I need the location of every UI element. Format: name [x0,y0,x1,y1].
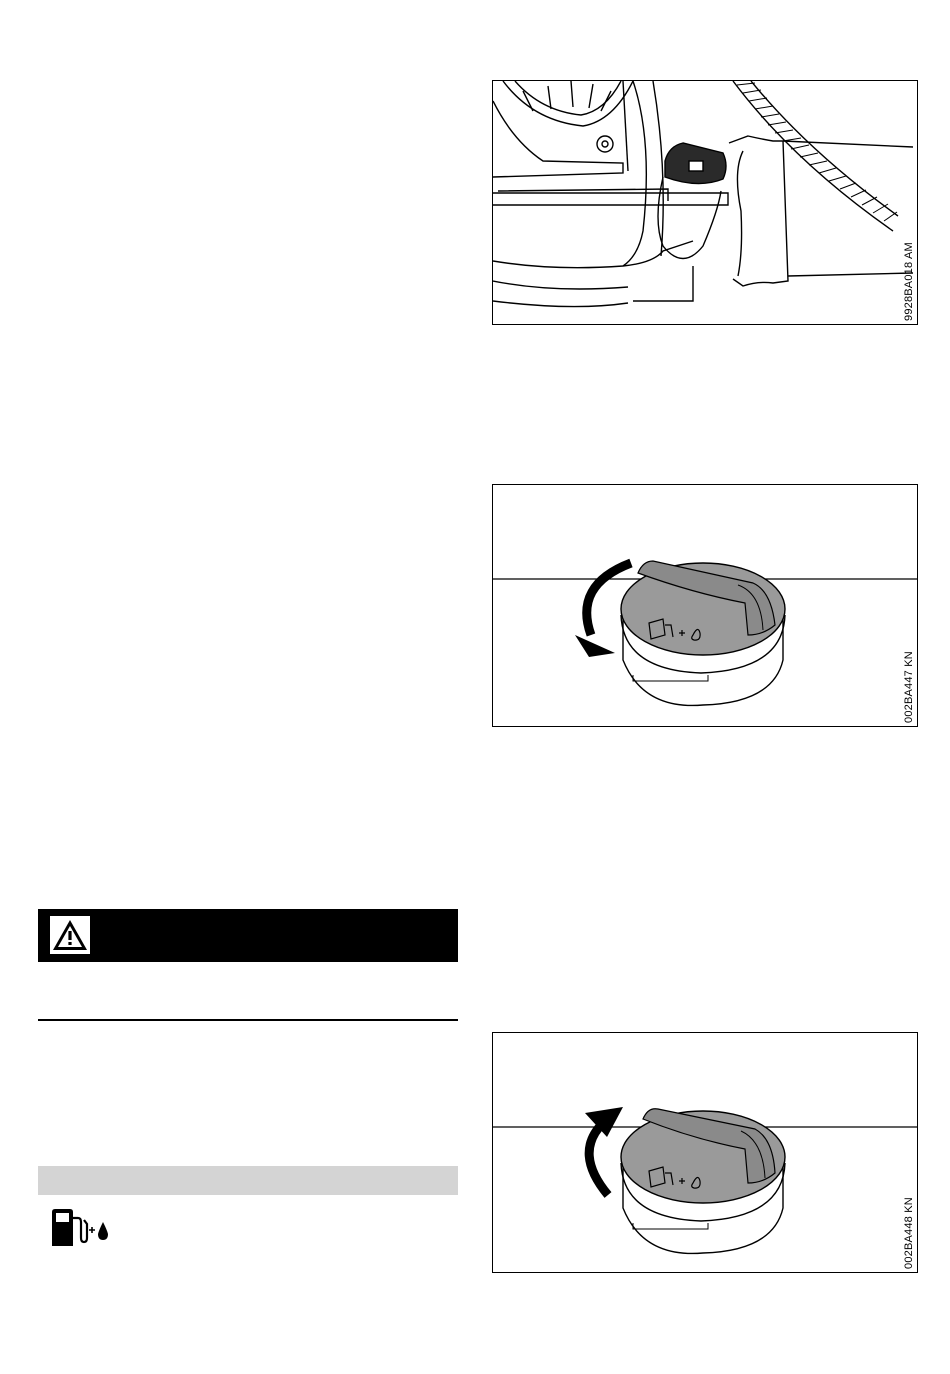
figure-code: 9928BA018 AM [903,242,915,321]
fuel-pump-plus-oil-drop-icon [50,1208,112,1248]
figure-cap-open [492,484,918,727]
figure-code: 002BA448 KN [903,1197,915,1269]
figure-cap-close [492,1032,918,1273]
section-divider [38,1019,458,1021]
section-heading-band [38,1166,458,1195]
warning-triangle-icon [50,916,90,954]
figure-code: 002BA447 KN [903,651,915,723]
cap-open-drawing [493,485,918,727]
warning-banner [38,909,458,962]
figure-filler-cap-location [492,80,918,325]
cap-close-drawing [493,1033,918,1273]
filler-cap-location-drawing [493,81,918,325]
